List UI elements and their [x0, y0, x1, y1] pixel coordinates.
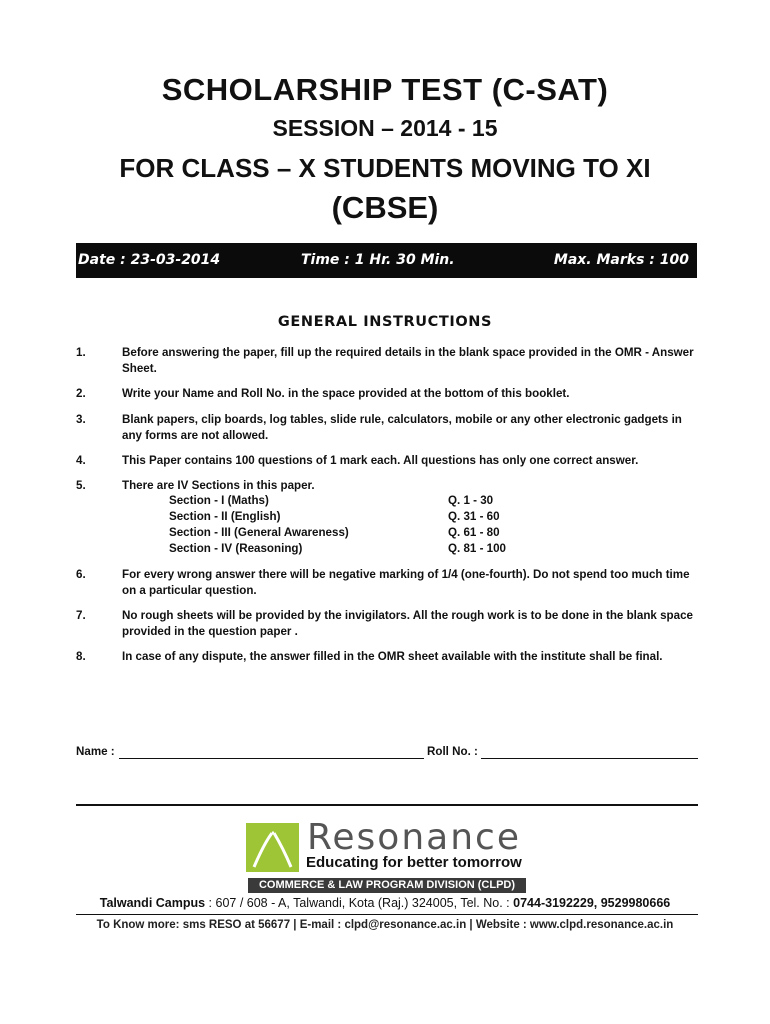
instruction-text: Before answering the paper, fill up the required details in the blank space provided in the OMR - Answer Sheet.	[122, 346, 694, 375]
instruction-number: 7.	[76, 609, 86, 622]
class-line: FOR CLASS – X STUDENTS MOVING TO XI	[119, 153, 651, 183]
section-questions: Q. 81 - 100	[448, 542, 507, 555]
roll-number-field[interactable]	[481, 758, 698, 759]
campus-label: Talwandi Campus	[99, 896, 206, 910]
section-name: Section - III (General Awareness)	[169, 526, 349, 539]
instruction-number: 5.	[76, 479, 86, 492]
section-name: Section - IV (Reasoning)	[169, 542, 303, 555]
campus-address	[0, 896, 770, 910]
instruction-text: In case of any dispute, the answer filled in the OMR sheet available with the institute shall be final.	[122, 650, 663, 663]
footer-divider	[76, 804, 698, 806]
instruction-number: 6.	[76, 568, 86, 581]
roll-number-label: Roll No. :	[427, 745, 478, 758]
section-questions: Q. 1 - 30	[448, 494, 494, 507]
instruction-number: 8.	[76, 650, 86, 663]
board-line: (CBSE)	[331, 190, 439, 225]
instruction-text: Write your Name and Roll No. in the space provided at the bottom of this booklet.	[122, 387, 570, 400]
name-field[interactable]	[119, 758, 424, 759]
instruction-text: Blank papers, clip boards, log tables, slide rule, calculators, mobile or any other electronic gadgets in any forms are not allowed.	[122, 413, 682, 442]
instruction-text: This Paper contains 100 questions of 1 mark each. All questions has only one correct answer.	[122, 454, 639, 467]
resonance-logo-icon	[246, 823, 299, 872]
session-line: SESSION – 2014 - 15	[272, 115, 498, 141]
instruction-text: For every wrong answer there will be negative marking of 1/4 (one-fourth). Do not spend too much time on a particular question.	[122, 568, 690, 597]
instruction-number: 4.	[76, 454, 86, 467]
max-marks: Max. Marks : 100	[553, 252, 689, 268]
contact-line: To Know more: sms RESO at 56677 | E-mail : clpd@resonance.ac.in | Website : www.clpd.resonance.ac.in	[96, 919, 674, 931]
section-questions: Q. 61 - 80	[448, 526, 500, 539]
instruction-text: There are IV Sections in this paper.	[122, 479, 315, 492]
section-questions: Q. 31 - 60	[448, 510, 500, 523]
contact-divider	[76, 914, 698, 915]
exam-duration: Time : 1 Hr. 30 Min.	[301, 252, 455, 268]
campus-phone: 0744-3192229, 9529980666	[513, 896, 671, 910]
instruction-number: 3.	[76, 413, 86, 426]
campus-address-text: : 607 / 608 - A, Talwandi, Kota (Raj.) 324005, Tel. No. :	[205, 896, 514, 910]
instruction-text: No rough sheets will be provided by the invigilators. All the rough work is to be done in the blank space provided in the question paper .	[122, 609, 693, 638]
instructions-heading: GENERAL INSTRUCTIONS	[277, 314, 493, 330]
name-label: Name :	[76, 745, 115, 758]
section-name: Section - I (Maths)	[169, 494, 269, 507]
test-title: SCHOLARSHIP TEST (C-SAT)	[161, 72, 609, 107]
instruction-number: 1.	[76, 346, 86, 359]
brand-name: Resonance	[307, 817, 521, 858]
exam-info-bar	[76, 243, 697, 278]
exam-date: Date : 23-03-2014	[78, 252, 221, 268]
division-banner: COMMERCE & LAW PROGRAM DIVISION (CLPD)	[248, 878, 526, 893]
brand-tagline: Educating for better tomorrow	[306, 854, 522, 871]
section-name: Section - II (English)	[169, 510, 281, 523]
name-roll-row	[76, 745, 698, 763]
instruction-number: 2.	[76, 387, 86, 400]
